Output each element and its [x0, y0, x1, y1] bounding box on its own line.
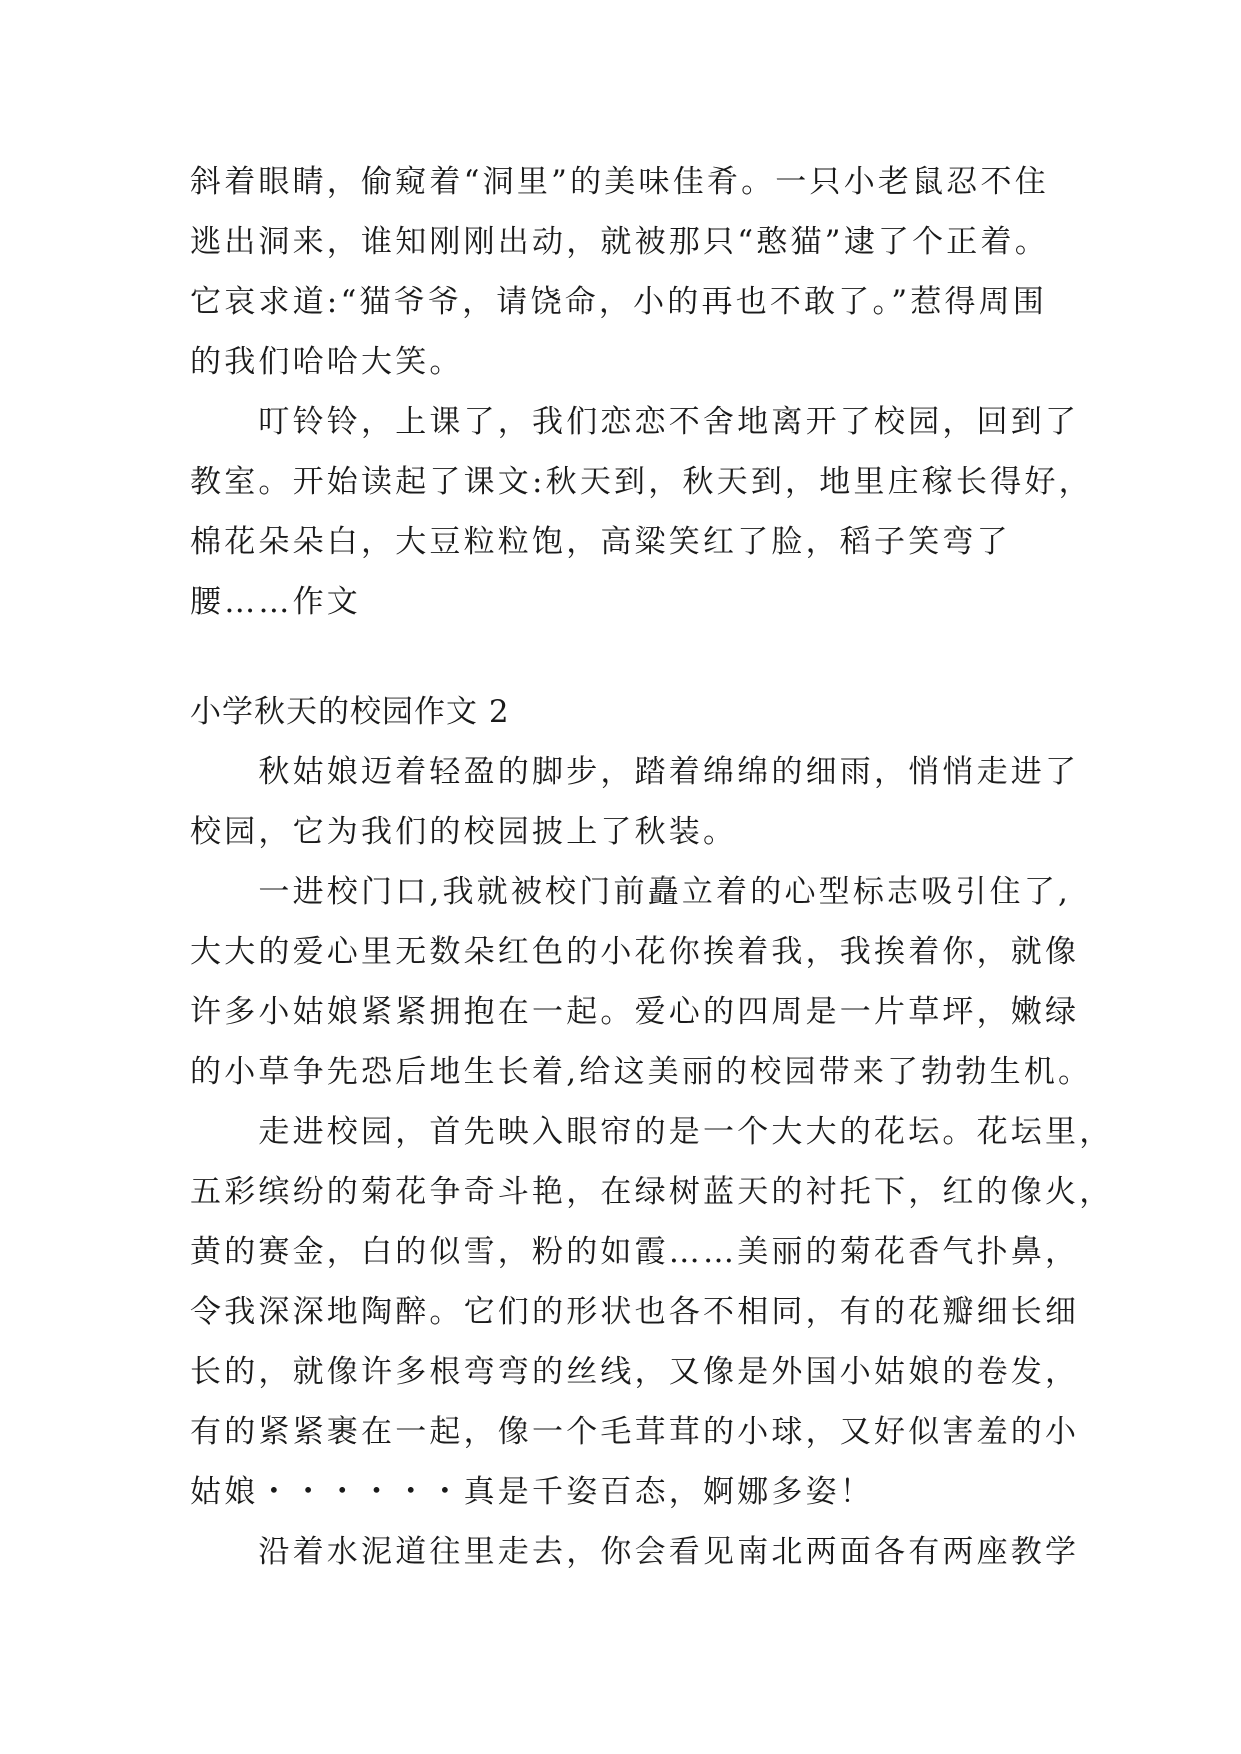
- paragraph-line: 走进校园，首先映入眼帘的是一个大大的花坛。花坛里，: [190, 1114, 1114, 1150]
- paragraph-line: 姑娘・・・・・・真是千姿百态，婀娜多姿！: [190, 1474, 874, 1510]
- paragraph-line: 一进校门口,我就被校门前矗立着的心型标志吸引住了,: [190, 874, 1072, 910]
- paragraph-line: 令我深深地陶醉。它们的形状也各不相同，有的花瓣细长细: [190, 1294, 1080, 1330]
- paragraph-line: 它哀求道:“猫爷爷，请饶命，小的再也不敢了。”惹得周围: [190, 284, 1048, 320]
- paragraph-line: 黄的赛金，白的似雪，粉的如霞……美丽的菊花香气扑鼻，: [190, 1234, 1080, 1270]
- section-title: 小学秋天的校园作文 2: [190, 694, 510, 730]
- paragraph-line: 校园，它为我们的校园披上了秋装。: [190, 814, 738, 850]
- paragraph-line: 有的紧紧裹在一起，像一个毛茸茸的小球，又好似害羞的小: [190, 1414, 1080, 1450]
- paragraph-line: 叮铃铃，上课了，我们恋恋不舍地离开了校园，回到了: [190, 404, 1080, 440]
- paragraph-line: 五彩缤纷的菊花争奇斗艳，在绿树蓝天的衬托下，红的像火，: [190, 1174, 1114, 1210]
- paragraph-line: 逃出洞来，谁知刚刚出动，就被那只“憨猫”逮了个正着。: [190, 224, 1049, 260]
- paragraph-line: 腰……作文: [190, 584, 361, 620]
- paragraph-line: 许多小姑娘紧紧拥抱在一起。爱心的四周是一片草坪，嫩绿: [190, 994, 1080, 1030]
- paragraph-line: 大大的爱心里无数朵红色的小花你挨着我，我挨着你，就像: [190, 934, 1080, 970]
- paragraph-line: 的小草争先恐后地生长着,给这美丽的校园带来了勃勃生机。: [190, 1054, 1093, 1090]
- paragraph-line: 教室。开始读起了课文:秋天到，秋天到，地里庄稼长得好，: [190, 464, 1093, 500]
- paragraph-line: 的我们哈哈大笑。: [190, 344, 464, 380]
- paragraph-line: 斜着眼睛，偷窥着“洞里”的美味佳肴。一只小老鼠忍不住: [190, 164, 1049, 200]
- paragraph-line: 棉花朵朵白，大豆粒粒饱，高粱笑红了脸，稻子笑弯了: [190, 524, 1011, 560]
- paragraph-line: 沿着水泥道往里走去，你会看见南北两面各有两座教学: [190, 1534, 1080, 1570]
- paragraph-line: 长的，就像许多根弯弯的丝线，又像是外国小姑娘的卷发，: [190, 1354, 1080, 1390]
- paragraph-line: 秋姑娘迈着轻盈的脚步，踏着绵绵的细雨，悄悄走进了: [190, 754, 1080, 790]
